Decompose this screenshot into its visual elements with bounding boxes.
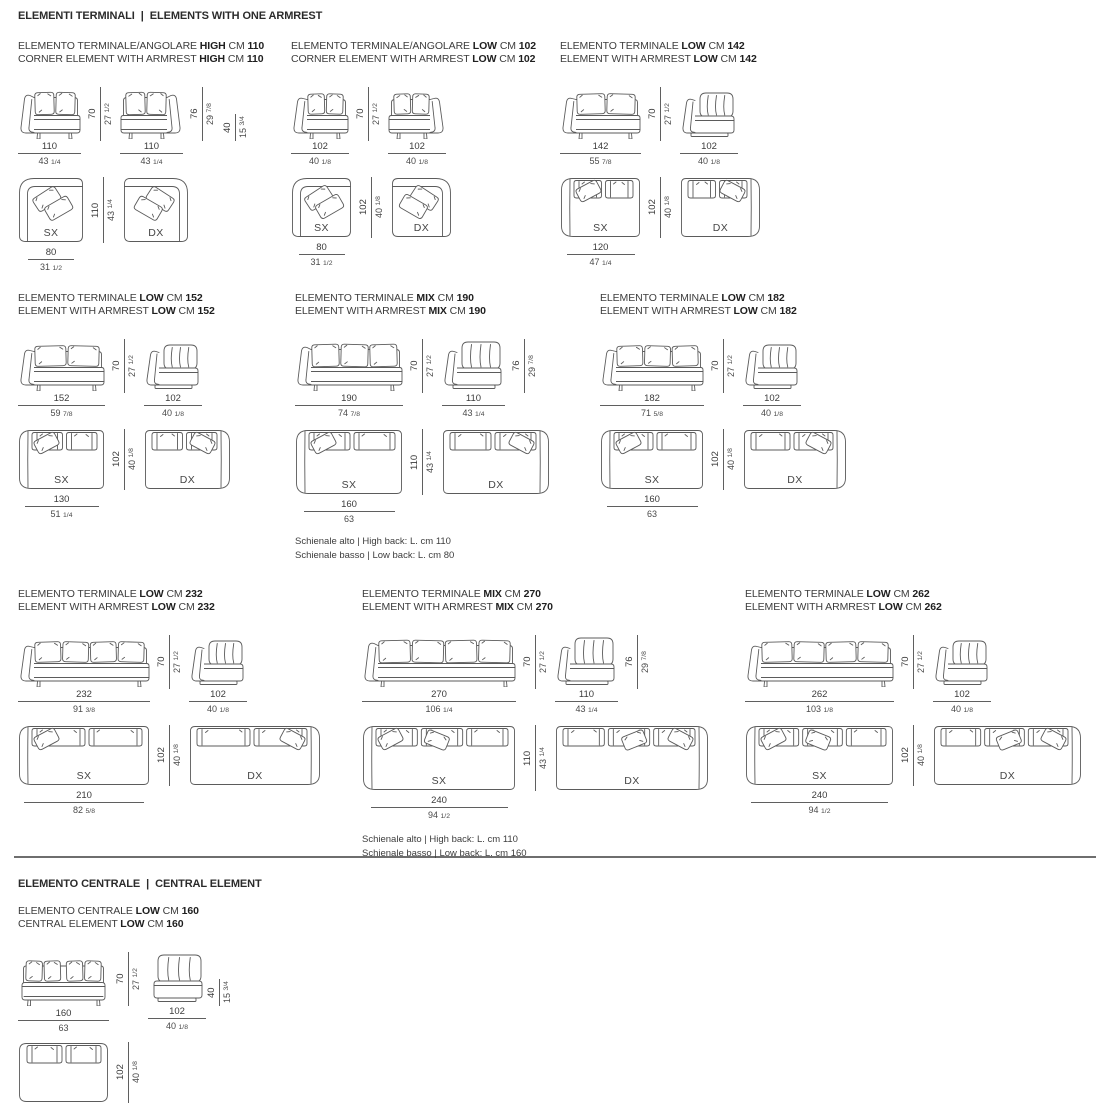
front-views-row	[18, 635, 321, 716]
seat-height-dimension: 40 15 3/4	[223, 114, 248, 141]
sx-label: SX	[341, 479, 357, 491]
height-dimension: 70 27 1/2	[88, 87, 113, 141]
height-dimension: 70 27 1/2	[648, 87, 673, 141]
front-views-row	[18, 952, 239, 1033]
spec-title-english: ELEMENT WITH ARMREST LOW CM 232	[18, 600, 215, 613]
spec-title-english: ELEMENT WITH ARMREST LOW CM 152	[18, 304, 215, 317]
height-dimension: 70 27 1/2	[157, 635, 182, 689]
top-views-row	[18, 725, 321, 817]
spec-title	[560, 40, 761, 65]
spec-title-english: ELEMENT WITH ARMREST MIX CM 190	[295, 304, 486, 317]
sofa-side-view	[120, 87, 183, 139]
width-dimension: 102 40 1/8	[743, 394, 801, 420]
sofa-top-view-sx	[295, 429, 403, 495]
spec-title-english: CENTRAL ELEMENT LOW CM 160	[18, 917, 184, 930]
spec-title-english: ELEMENT WITH ARMREST LOW CM 262	[745, 600, 942, 613]
sofa-front-view	[745, 635, 894, 687]
sofa-side-view	[680, 87, 738, 139]
spec-title	[745, 588, 1082, 613]
spec-title-italian: ELEMENTO TERMINALE LOW CM 262	[745, 588, 930, 600]
sx-label: SX	[431, 775, 447, 787]
sx-label: SX	[54, 474, 69, 486]
sofa-side-view	[189, 635, 247, 687]
top-views-row	[600, 429, 847, 519]
sofa-side-view	[442, 339, 505, 391]
front-views-row	[362, 635, 709, 716]
sofa-front-view	[560, 87, 641, 139]
sofa-front-view	[362, 635, 516, 687]
spec-item	[295, 292, 550, 562]
depth-dimension: 102 40 1/8	[116, 1042, 141, 1103]
front-views-row	[291, 87, 536, 168]
spec-title	[291, 40, 536, 65]
depth-dimension: 102 40 1/8	[901, 725, 926, 786]
height-dimension: 70 27 1/2	[116, 952, 141, 1006]
sofa-side-view	[743, 339, 801, 391]
sofa-front-view	[18, 954, 109, 1006]
depth-dimension: 110 43 1/4	[410, 429, 435, 495]
spec-item	[18, 588, 321, 817]
section-header-it: ELEMENTI TERMINALI	[18, 10, 135, 22]
seat-width-dimension: 130 51 1/4	[25, 495, 99, 521]
width-dimension: 182 71 5/8	[600, 394, 704, 420]
sofa-side-view	[933, 635, 991, 687]
spec-title	[362, 588, 709, 613]
front-views-row	[600, 339, 847, 420]
width-dimension: 110 43 1/4	[120, 142, 183, 168]
seat-height-dimension: 40 15 3/4	[207, 979, 232, 1006]
depth-dimension: 110 43 1/4	[523, 725, 548, 791]
seat-width-dimension: 80 31 1/2	[299, 243, 345, 269]
sofa-top-view-sx	[18, 177, 84, 243]
section-header-terminal-elements	[18, 10, 322, 22]
sx-label: SX	[76, 770, 92, 782]
spec-item	[18, 40, 264, 274]
spec-title-english: ELEMENT WITH ARMREST LOW CM 182	[600, 304, 797, 317]
sofa-side-view	[144, 339, 202, 391]
sofa-top-view-dx	[555, 725, 709, 791]
sofa-top-view-dx	[680, 177, 761, 238]
spec-title	[18, 905, 239, 930]
spec-title	[18, 588, 321, 613]
width-dimension: 190 74 7/8	[295, 394, 403, 420]
spec-title	[18, 40, 264, 65]
backrest-note: Schienale basso | Low back: L. cm 160	[362, 847, 527, 859]
spec-item	[745, 588, 1082, 817]
spec-title-italian: ELEMENTO TERMINALE LOW CM 232	[18, 588, 203, 600]
sofa-top-view-dx	[391, 177, 452, 238]
sofa-side-view	[148, 952, 206, 1004]
section-header-separator: |	[140, 10, 144, 22]
spec-item	[600, 292, 847, 519]
sofa-top-view-dx	[144, 429, 231, 490]
sofa-top-view-dx	[189, 725, 321, 786]
dx-label: DX	[624, 775, 640, 787]
spec-title-italian: ELEMENTO TERMINALE/ANGOLARE LOW CM 102	[291, 40, 537, 52]
height-dimension: 70 27 1/2	[356, 87, 381, 141]
spec-title-italian: ELEMENTO TERMINALE LOW CM 152	[18, 292, 203, 304]
width-dimension: 102 40 1/8	[291, 142, 349, 168]
dx-label: DX	[413, 222, 430, 234]
seat-width-dimension: 240 94 1/2	[751, 791, 888, 817]
spec-title-english: CORNER ELEMENT WITH ARMREST LOW CM 102	[291, 52, 536, 65]
section-header-separator: |	[146, 878, 150, 890]
section-header-en: CENTRAL ELEMENT	[155, 878, 262, 890]
sofa-top-view-sx	[291, 177, 352, 238]
dx-label: DX	[247, 770, 263, 782]
height-dimension: 70 27 1/2	[410, 339, 435, 393]
section-header-en: ELEMENTS WITH ONE ARMREST	[149, 10, 323, 22]
width-dimension: 102 40 1/8	[189, 690, 247, 716]
depth-dimension: 102 40 1/8	[648, 177, 673, 238]
front-views-row	[745, 635, 1082, 716]
dx-label: DX	[179, 474, 196, 486]
seat-width-dimension: 160 63	[607, 495, 698, 519]
dx-label: DX	[999, 770, 1016, 782]
spec-title-italian: ELEMENTO TERMINALE LOW CM 142	[560, 40, 745, 52]
spec-title	[18, 292, 231, 317]
front-views-row	[560, 87, 761, 168]
seat-width-dimension: 80 31 1/2	[28, 248, 74, 274]
width-dimension: 142 55 7/8	[560, 142, 641, 168]
width-dimension: 110 43 1/4	[555, 690, 618, 716]
sofa-top-view-sx	[560, 177, 641, 238]
back-height-dimension: 76 29 7/8	[512, 339, 537, 393]
sofa-front-view	[18, 339, 105, 391]
sofa-top-view-sx	[18, 1042, 109, 1103]
height-dimension: 70 27 1/2	[523, 635, 548, 689]
sx-label: SX	[314, 222, 329, 234]
top-views-row	[18, 177, 264, 274]
dx-label: DX	[712, 222, 729, 234]
spec-item	[362, 588, 709, 860]
sx-label: SX	[593, 222, 608, 234]
sx-label: SX	[644, 474, 660, 486]
top-views-row	[291, 177, 536, 269]
backrest-note: Schienale basso | Low back: L. cm 80	[295, 549, 455, 561]
top-views-row	[560, 177, 761, 269]
sofa-top-view-dx	[123, 177, 189, 243]
dx-label: DX	[488, 479, 504, 491]
spec-title-english: ELEMENT WITH ARMREST MIX CM 270	[362, 600, 553, 613]
depth-dimension: 102 40 1/8	[711, 429, 736, 490]
height-dimension: 70 27 1/2	[711, 339, 736, 393]
top-views-row	[362, 725, 709, 822]
sofa-top-view-dx	[933, 725, 1082, 786]
spec-title-italian: ELEMENTO TERMINALE MIX CM 190	[295, 292, 474, 304]
backrest-note: Schienale alto | High back: L. cm 110	[295, 536, 451, 547]
width-dimension: 232 91 3/8	[18, 690, 150, 716]
sofa-side-view	[388, 87, 446, 139]
depth-dimension: 102 40 1/8	[157, 725, 182, 786]
sofa-top-view-sx	[362, 725, 516, 791]
width-dimension: 102 40 1/8	[680, 142, 738, 168]
height-dimension: 70 27 1/2	[901, 635, 926, 689]
sofa-top-view-sx	[18, 429, 105, 490]
sofa-front-view	[18, 87, 81, 139]
section-header-it: ELEMENTO CENTRALE	[18, 878, 141, 890]
spec-title-italian: ELEMENTO TERMINALE MIX CM 270	[362, 588, 541, 600]
section-header-central-element	[18, 878, 262, 890]
depth-dimension: 102 40 1/8	[112, 429, 137, 490]
backrest-notes	[362, 833, 709, 860]
width-dimension: 102 40 1/8	[148, 1007, 206, 1033]
spec-title	[600, 292, 847, 317]
spec-item	[291, 40, 536, 269]
width-dimension: 102 40 1/8	[388, 142, 446, 168]
dx-label: DX	[787, 474, 803, 486]
backrest-note: Schienale alto | High back: L. cm 110	[362, 834, 518, 845]
seat-width-dimension: 120 47 1/4	[567, 243, 635, 269]
sofa-top-view-dx	[743, 429, 847, 490]
back-height-dimension: 76 29 7/8	[625, 635, 650, 689]
spec-title-english: ELEMENT WITH ARMREST LOW CM 142	[560, 52, 757, 65]
sofa-front-view	[18, 635, 150, 687]
sofa-top-view-sx	[18, 725, 150, 786]
width-dimension: 270 106 1/4	[362, 690, 516, 716]
spec-title-italian: ELEMENTO CENTRALE LOW CM 160	[18, 905, 199, 917]
seat-width-dimension: 240 94 1/2	[371, 796, 508, 822]
sofa-side-view	[555, 635, 618, 687]
sofa-top-view-sx	[600, 429, 704, 490]
spec-item	[18, 292, 231, 521]
front-views-row	[18, 339, 231, 420]
backrest-notes	[295, 535, 550, 562]
width-dimension: 110 43 1/4	[442, 394, 505, 420]
top-views-row	[295, 429, 550, 524]
sx-label: SX	[812, 770, 827, 782]
width-dimension: 110 43 1/4	[18, 142, 81, 168]
spec-item	[18, 905, 239, 1103]
top-views-row	[18, 1042, 239, 1103]
top-views-row	[745, 725, 1082, 817]
top-views-row	[18, 429, 231, 521]
dx-label: DX	[148, 227, 164, 239]
height-dimension: 70 27 1/2	[112, 339, 137, 393]
depth-dimension: 110 43 1/4	[91, 177, 116, 243]
sx-label: SX	[43, 227, 59, 239]
sofa-top-view-dx	[442, 429, 550, 495]
sofa-front-view	[295, 339, 403, 391]
spec-item	[560, 40, 761, 269]
width-dimension: 102 40 1/8	[144, 394, 202, 420]
width-dimension: 160 63	[18, 1009, 109, 1033]
spec-title-italian: ELEMENTO TERMINALE/ANGOLARE HIGH CM 110	[18, 40, 265, 52]
depth-dimension: 102 40 1/8	[359, 177, 384, 238]
sofa-front-view	[600, 339, 704, 391]
sofa-front-view	[291, 87, 349, 139]
width-dimension: 152 59 7/8	[18, 394, 105, 420]
width-dimension: 262 103 1/8	[745, 690, 894, 716]
spec-title-english: CORNER ELEMENT WITH ARMREST HIGH CM 110	[18, 52, 264, 65]
spec-title-italian: ELEMENTO TERMINALE LOW CM 182	[600, 292, 785, 304]
seat-width-dimension: 160 63	[304, 500, 395, 524]
spec-title	[295, 292, 550, 317]
seat-width-dimension: 210 82 5/8	[24, 791, 144, 817]
front-views-row	[295, 339, 550, 420]
sofa-top-view-sx	[745, 725, 894, 786]
back-height-dimension: 76 29 7/8	[190, 87, 215, 141]
width-dimension: 102 40 1/8	[933, 690, 991, 716]
front-views-row	[18, 87, 264, 168]
